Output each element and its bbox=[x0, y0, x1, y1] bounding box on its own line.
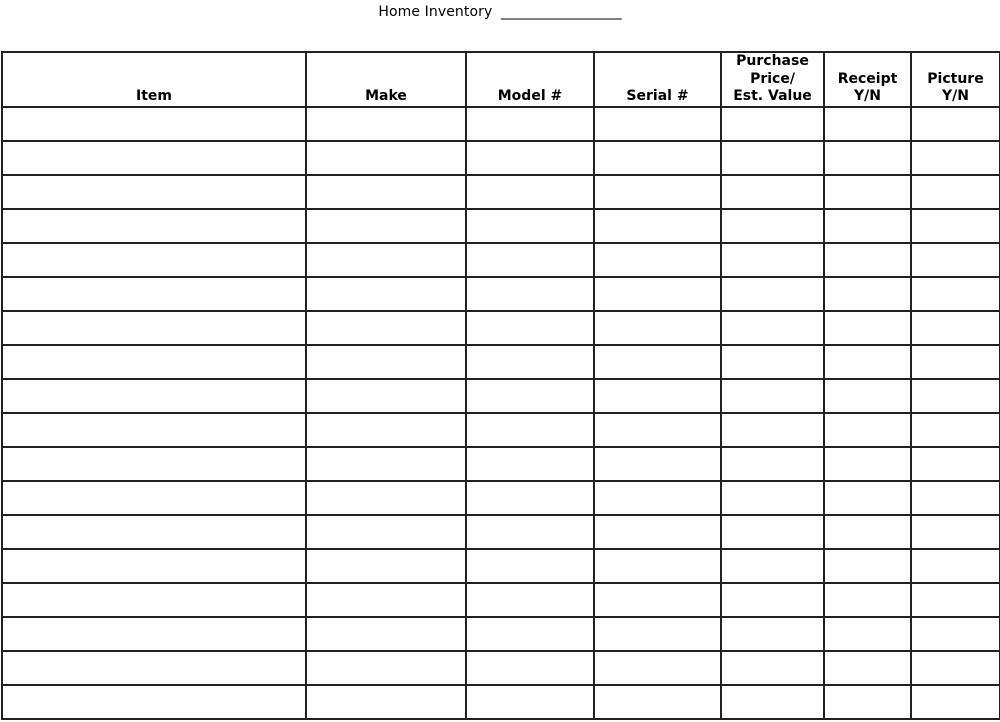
table-row bbox=[2, 651, 1000, 685]
receipt-cell[interactable] bbox=[824, 651, 911, 685]
make-cell[interactable] bbox=[306, 651, 466, 685]
value-cell[interactable] bbox=[721, 277, 824, 311]
receipt-cell[interactable] bbox=[824, 685, 911, 719]
value-cell[interactable] bbox=[721, 107, 824, 141]
model-cell[interactable] bbox=[466, 413, 594, 447]
header-picture: Picture Y/N bbox=[911, 52, 1000, 107]
value-cell[interactable] bbox=[721, 209, 824, 243]
picture-cell[interactable] bbox=[911, 175, 1000, 209]
picture-cell[interactable] bbox=[911, 685, 1000, 719]
model-cell[interactable] bbox=[466, 617, 594, 651]
item-cell[interactable] bbox=[2, 311, 306, 345]
table-row bbox=[2, 311, 1000, 345]
picture-cell[interactable] bbox=[911, 481, 1000, 515]
item-cell[interactable] bbox=[2, 209, 306, 243]
model-cell[interactable] bbox=[466, 481, 594, 515]
make-cell[interactable] bbox=[306, 617, 466, 651]
model-cell[interactable] bbox=[466, 549, 594, 583]
item-cell[interactable] bbox=[2, 243, 306, 277]
receipt-cell[interactable] bbox=[824, 515, 911, 549]
value-cell[interactable] bbox=[721, 413, 824, 447]
receipt-cell[interactable] bbox=[824, 311, 911, 345]
item-cell[interactable] bbox=[2, 345, 306, 379]
inventory-rows bbox=[2, 107, 1000, 719]
picture-cell[interactable] bbox=[911, 277, 1000, 311]
model-cell[interactable] bbox=[466, 311, 594, 345]
owner-name-blank[interactable]: _________________ bbox=[500, 4, 622, 20]
table-row bbox=[2, 515, 1000, 549]
header-make: Make bbox=[306, 52, 466, 107]
picture-cell[interactable] bbox=[911, 345, 1000, 379]
picture-cell[interactable] bbox=[911, 311, 1000, 345]
value-cell[interactable] bbox=[721, 379, 824, 413]
make-cell[interactable] bbox=[306, 243, 466, 277]
serial-cell[interactable] bbox=[594, 447, 721, 481]
value-cell[interactable] bbox=[721, 175, 824, 209]
receipt-cell[interactable] bbox=[824, 379, 911, 413]
value-cell[interactable] bbox=[721, 515, 824, 549]
make-cell[interactable] bbox=[306, 141, 466, 175]
value-cell[interactable] bbox=[721, 549, 824, 583]
header-purchase-price: Purchase Price/ Est. Value bbox=[721, 52, 824, 107]
serial-cell[interactable] bbox=[594, 243, 721, 277]
make-cell[interactable] bbox=[306, 345, 466, 379]
receipt-cell[interactable] bbox=[824, 345, 911, 379]
receipt-cell[interactable] bbox=[824, 243, 911, 277]
model-cell[interactable] bbox=[466, 175, 594, 209]
receipt-cell[interactable] bbox=[824, 277, 911, 311]
picture-cell[interactable] bbox=[911, 107, 1000, 141]
form-title bbox=[0, 3, 1000, 21]
value-cell[interactable] bbox=[721, 617, 824, 651]
receipt-cell[interactable] bbox=[824, 413, 911, 447]
serial-cell[interactable] bbox=[594, 345, 721, 379]
serial-cell[interactable] bbox=[594, 413, 721, 447]
picture-cell[interactable] bbox=[911, 379, 1000, 413]
serial-cell[interactable] bbox=[594, 209, 721, 243]
value-cell[interactable] bbox=[721, 481, 824, 515]
table-row bbox=[2, 345, 1000, 379]
model-cell[interactable] bbox=[466, 515, 594, 549]
item-cell[interactable] bbox=[2, 447, 306, 481]
picture-cell[interactable] bbox=[911, 651, 1000, 685]
make-cell[interactable] bbox=[306, 277, 466, 311]
table-row bbox=[2, 141, 1000, 175]
header-serial: Serial # bbox=[594, 52, 721, 107]
item-cell[interactable] bbox=[2, 141, 306, 175]
model-cell[interactable] bbox=[466, 209, 594, 243]
table-row bbox=[2, 277, 1000, 311]
serial-cell[interactable] bbox=[594, 583, 721, 617]
receipt-cell[interactable] bbox=[824, 583, 911, 617]
make-cell[interactable] bbox=[306, 379, 466, 413]
item-cell[interactable] bbox=[2, 583, 306, 617]
receipt-cell[interactable] bbox=[824, 617, 911, 651]
make-cell[interactable] bbox=[306, 447, 466, 481]
serial-cell[interactable] bbox=[594, 685, 721, 719]
table-row bbox=[2, 379, 1000, 413]
table-row bbox=[2, 583, 1000, 617]
value-cell[interactable] bbox=[721, 447, 824, 481]
serial-cell[interactable] bbox=[594, 651, 721, 685]
item-cell[interactable] bbox=[2, 685, 306, 719]
make-cell[interactable] bbox=[306, 685, 466, 719]
model-cell[interactable] bbox=[466, 141, 594, 175]
serial-cell[interactable] bbox=[594, 141, 721, 175]
table-row bbox=[2, 549, 1000, 583]
receipt-cell[interactable] bbox=[824, 141, 911, 175]
receipt-cell[interactable] bbox=[824, 209, 911, 243]
value-cell[interactable] bbox=[721, 651, 824, 685]
receipt-cell[interactable] bbox=[824, 175, 911, 209]
value-cell[interactable] bbox=[721, 345, 824, 379]
picture-cell[interactable] bbox=[911, 617, 1000, 651]
receipt-cell[interactable] bbox=[824, 481, 911, 515]
picture-cell[interactable] bbox=[911, 549, 1000, 583]
make-cell[interactable] bbox=[306, 209, 466, 243]
model-cell[interactable] bbox=[466, 379, 594, 413]
make-cell[interactable] bbox=[306, 515, 466, 549]
table-row bbox=[2, 107, 1000, 141]
serial-cell[interactable] bbox=[594, 515, 721, 549]
value-cell[interactable] bbox=[721, 311, 824, 345]
item-cell[interactable] bbox=[2, 379, 306, 413]
serial-cell[interactable] bbox=[594, 277, 721, 311]
header-receipt: Receipt Y/N bbox=[824, 52, 911, 107]
item-cell[interactable] bbox=[2, 413, 306, 447]
value-cell[interactable] bbox=[721, 141, 824, 175]
serial-cell[interactable] bbox=[594, 549, 721, 583]
header-row bbox=[2, 52, 1000, 107]
header-item: Item bbox=[2, 52, 306, 107]
make-cell[interactable] bbox=[306, 107, 466, 141]
serial-cell[interactable] bbox=[594, 107, 721, 141]
serial-cell[interactable] bbox=[594, 175, 721, 209]
picture-cell[interactable] bbox=[911, 209, 1000, 243]
picture-cell[interactable] bbox=[911, 413, 1000, 447]
value-cell[interactable] bbox=[721, 583, 824, 617]
serial-cell[interactable] bbox=[594, 481, 721, 515]
serial-cell[interactable] bbox=[594, 617, 721, 651]
model-cell[interactable] bbox=[466, 685, 594, 719]
inventory-table bbox=[1, 51, 1000, 720]
picture-cell[interactable] bbox=[911, 141, 1000, 175]
receipt-cell[interactable] bbox=[824, 549, 911, 583]
picture-cell[interactable] bbox=[911, 515, 1000, 549]
receipt-cell[interactable] bbox=[824, 447, 911, 481]
table-row bbox=[2, 481, 1000, 515]
table-row bbox=[2, 209, 1000, 243]
serial-cell[interactable] bbox=[594, 311, 721, 345]
item-cell[interactable] bbox=[2, 515, 306, 549]
make-cell[interactable] bbox=[306, 481, 466, 515]
form-title-text: Home Inventory bbox=[378, 4, 493, 20]
item-cell[interactable] bbox=[2, 175, 306, 209]
model-cell[interactable] bbox=[466, 583, 594, 617]
item-cell[interactable] bbox=[2, 481, 306, 515]
picture-cell[interactable] bbox=[911, 243, 1000, 277]
picture-cell[interactable] bbox=[911, 447, 1000, 481]
table-row bbox=[2, 617, 1000, 651]
table-row bbox=[2, 175, 1000, 209]
model-cell[interactable] bbox=[466, 345, 594, 379]
item-cell[interactable] bbox=[2, 549, 306, 583]
value-cell[interactable] bbox=[721, 685, 824, 719]
header-model: Model # bbox=[466, 52, 594, 107]
value-cell[interactable] bbox=[721, 243, 824, 277]
table-row bbox=[2, 447, 1000, 481]
picture-cell[interactable] bbox=[911, 583, 1000, 617]
table-row bbox=[2, 413, 1000, 447]
model-cell[interactable] bbox=[466, 277, 594, 311]
table-row bbox=[2, 243, 1000, 277]
model-cell[interactable] bbox=[466, 651, 594, 685]
model-cell[interactable] bbox=[466, 107, 594, 141]
serial-cell[interactable] bbox=[594, 379, 721, 413]
make-cell[interactable] bbox=[306, 175, 466, 209]
model-cell[interactable] bbox=[466, 447, 594, 481]
item-cell[interactable] bbox=[2, 277, 306, 311]
model-cell[interactable] bbox=[466, 243, 594, 277]
make-cell[interactable] bbox=[306, 413, 466, 447]
make-cell[interactable] bbox=[306, 549, 466, 583]
make-cell[interactable] bbox=[306, 583, 466, 617]
item-cell[interactable] bbox=[2, 617, 306, 651]
receipt-cell[interactable] bbox=[824, 107, 911, 141]
item-cell[interactable] bbox=[2, 107, 306, 141]
item-cell[interactable] bbox=[2, 651, 306, 685]
make-cell[interactable] bbox=[306, 311, 466, 345]
table-row bbox=[2, 685, 1000, 719]
